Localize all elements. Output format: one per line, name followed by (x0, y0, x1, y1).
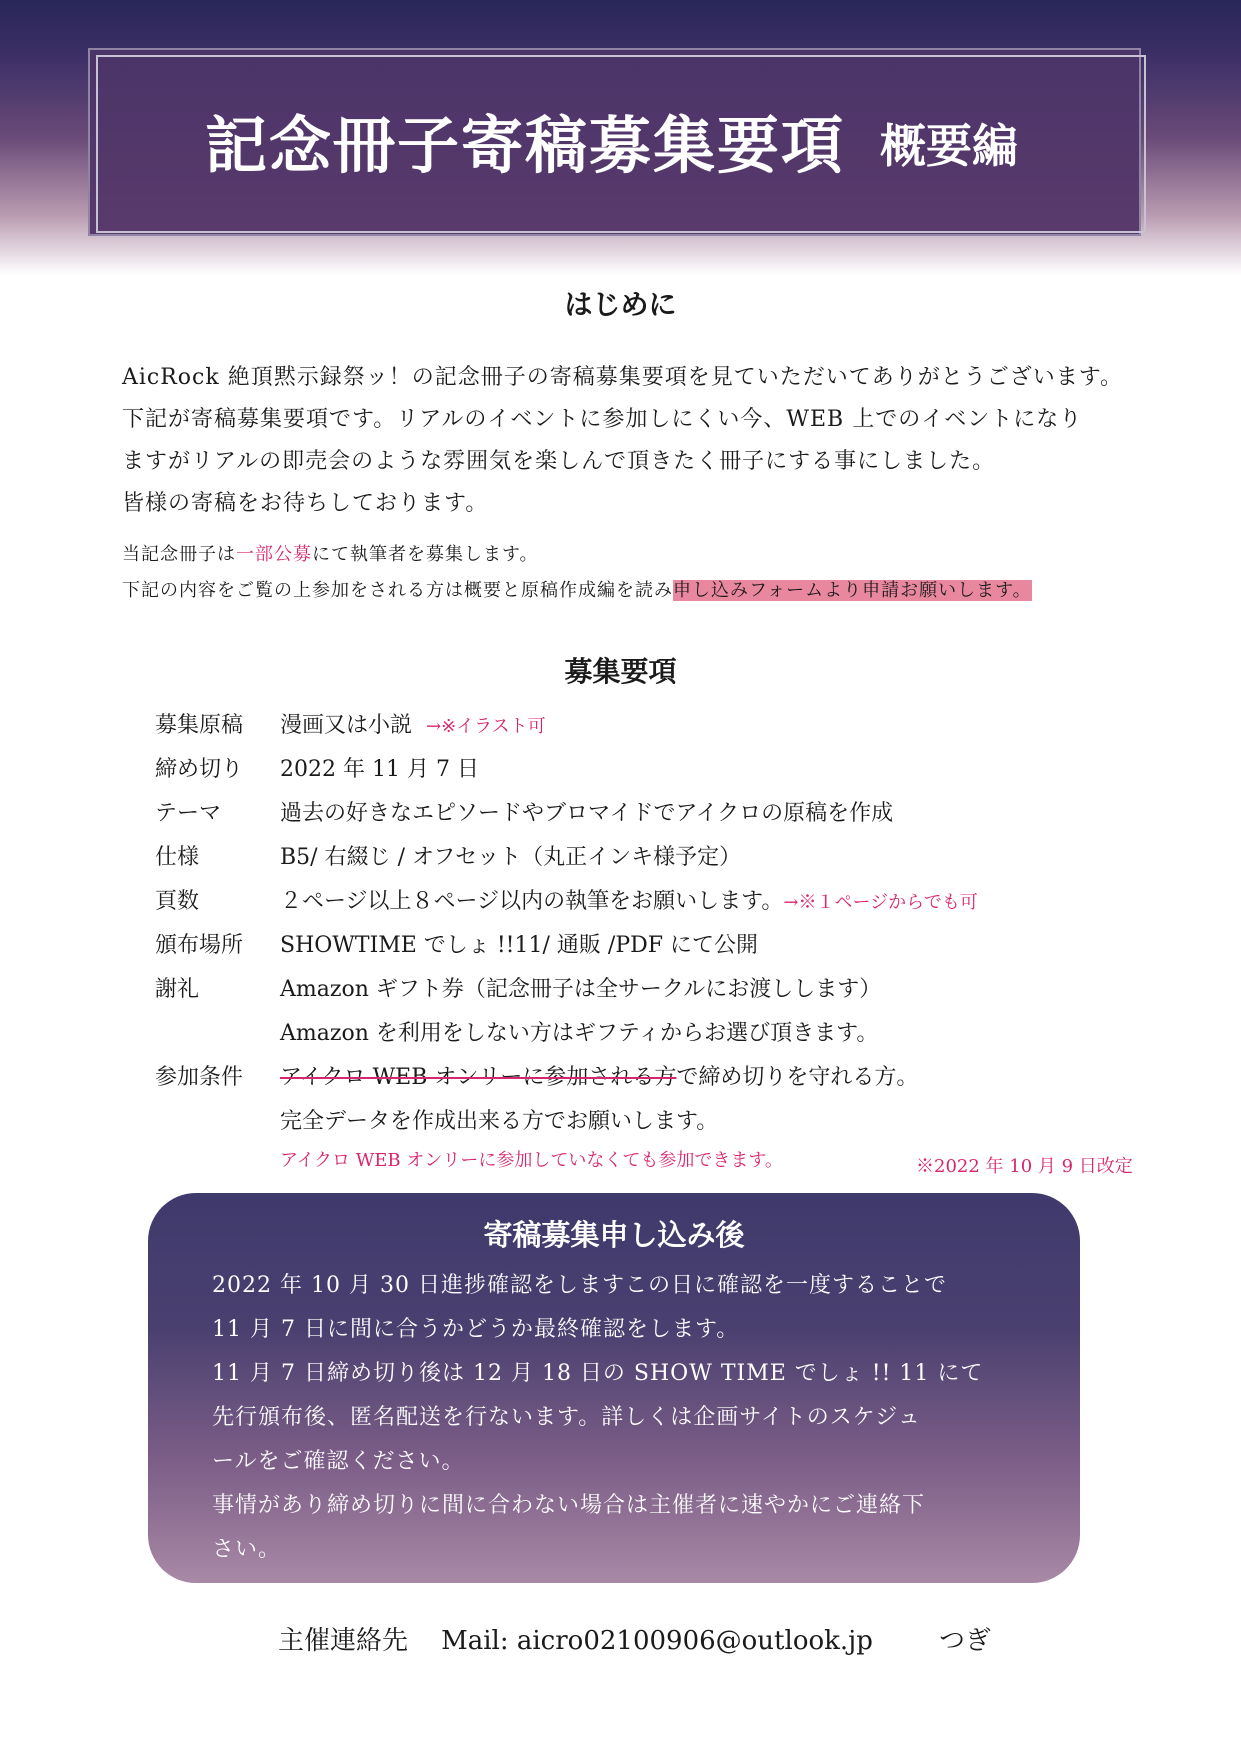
req-value: 完全データを作成出来る方でお願いします。 (280, 1109, 719, 1134)
struck-condition: アイクロ WEB オンリーに参加される方 (280, 1065, 677, 1090)
req-value (280, 708, 546, 739)
panel-line: 先行頒布後、匿名配送を行ないます。詳しくは企画サイトのスケジュ (212, 1405, 921, 1430)
req-value-text: で締め切りを守れる方。 (676, 1065, 919, 1090)
intro-line: 皆様の寄稿をお待ちしております。 (122, 491, 489, 516)
apply-note-highlight: 申し込みフォームより申請お願いします。 (673, 580, 1032, 601)
req-label: テーマ (155, 801, 222, 826)
intro-line: 下記が寄稿募集要項です。リアルのイベントに参加しにくい今、WEB 上でのイベントになり (122, 407, 1083, 432)
contact-label: 主催連絡先 (278, 1626, 409, 1656)
contact-mail[interactable]: Mail: aicro02100906@outlook.jp (441, 1626, 873, 1656)
intro-line: AicRock 絶頂黙示録祭ッ！の記念冊子の寄稿募集要項を見ていただいてありがとうございます。 (122, 365, 1123, 390)
recruit-note-text: にて執筆者を募集します。 (312, 544, 539, 565)
apply-note (122, 576, 1032, 602)
req-label: 仕様 (155, 845, 200, 870)
intro-heading: はじめに (564, 288, 677, 321)
after-application-panel (148, 1193, 1080, 1583)
requirements-heading: 募集要項 (564, 655, 677, 688)
panel-line: 2022 年 10 月 30 日進捗確認をしますこの日に確認を一度することで (212, 1273, 947, 1298)
req-value-text: 漫画又は小説 (280, 713, 413, 738)
panel-line: 11 月 7 日に間に合うかどうか最終確認をします。 (212, 1317, 740, 1342)
req-label: 頒布場所 (155, 933, 244, 958)
intro-line: ますがリアルの即売会のような雰囲気を楽しんで頂きたく冊子にする事にしました。 (122, 449, 996, 474)
recruit-note (122, 540, 539, 566)
req-value (280, 1060, 918, 1091)
req-label: 謝礼 (155, 977, 200, 1002)
req-note: →※イラスト可 (426, 716, 546, 737)
req-value: 2022 年 11 月 7 日 (280, 757, 479, 782)
req-value: 過去の好きなエピソードやブロマイドでアイクロの原稿を作成 (280, 801, 894, 826)
req-value (280, 884, 978, 915)
req-label: 締め切り (155, 757, 244, 782)
req-value: Amazon ギフト券（記念冊子は全サークルにお渡しします） (280, 977, 882, 1002)
contact-name: つぎ (938, 1626, 991, 1656)
req-value: B5/ 右綴じ / オフセット（丸正インキ様予定） (280, 845, 742, 870)
recruit-note-text: 当記念冊子は (122, 544, 236, 565)
req-value-text: ２ページ以上８ページ以内の執筆をお願いします。 (280, 889, 784, 914)
panel-line: さい。 (212, 1537, 282, 1562)
req-label: 募集原稿 (155, 713, 244, 738)
req-label: 参加条件 (155, 1065, 244, 1090)
panel-line: ールをご確認ください。 (212, 1449, 465, 1474)
revision-note: ※2022 年 10 月 9 日改定 (916, 1156, 1133, 1177)
req-value: Amazon を利用をしない方はギフティからお選び頂きます。 (280, 1021, 879, 1046)
page-title: 記念冊子寄稿募集要項 (205, 109, 846, 182)
req-value: SHOWTIME でしょ !!11/ 通販 /PDF にて公開 (280, 933, 759, 958)
panel-heading: 寄稿募集申し込み後 (483, 1218, 745, 1252)
condition-note: アイクロ WEB オンリーに参加していなくても参加できます。 (280, 1150, 783, 1171)
req-note: →※１ページからでも可 (783, 892, 978, 913)
panel-line: 事情があり締め切りに間に合わない場合は主催者に速やかにご連絡下 (212, 1493, 926, 1518)
panel-line: 11 月 7 日締め切り後は 12 月 18 日の SHOW TIME でしょ !! 11 にて (212, 1361, 984, 1386)
page-subtitle: 概要編 (880, 119, 1018, 173)
apply-note-text: 下記の内容をご覧の上参加をされる方は概要と原稿作成編を読み (122, 580, 673, 601)
recruit-note-emphasis: 一部公募 (236, 544, 312, 565)
contact-line (278, 1620, 991, 1657)
req-label: 頁数 (155, 889, 200, 914)
